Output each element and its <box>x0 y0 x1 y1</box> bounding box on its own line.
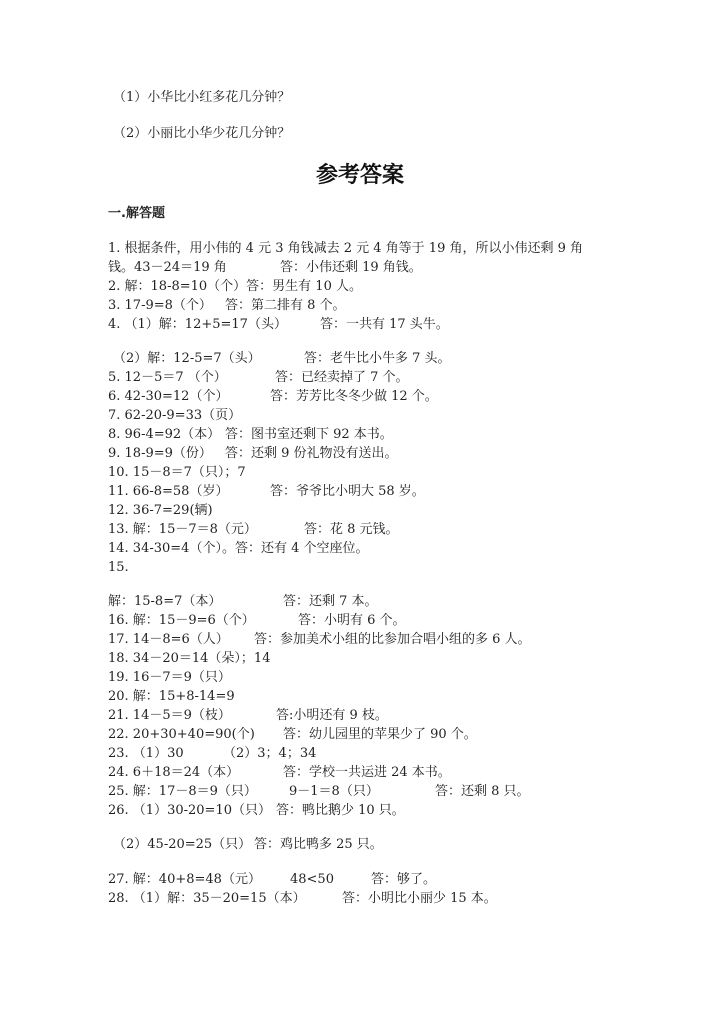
answer-segment: 17. 14－8=6（人） <box>108 632 229 647</box>
answer-segment: （2）解：12-5=7（头） <box>113 351 261 366</box>
answer-segment: 25. 解：17－8＝9（只） <box>108 784 257 799</box>
answer-segment: 答：还剩 8 只。 <box>435 784 530 799</box>
answer-line <box>0 611 720 630</box>
answer-segment: 21. 14－5＝9（枝） <box>108 708 231 723</box>
question-2 <box>0 124 720 143</box>
answer-segment: 答：一共有 17 头牛。 <box>320 317 449 332</box>
answer-line <box>0 315 720 334</box>
answer-segment: 12. 36-7=29(辆) <box>108 503 213 518</box>
answer-segment: 23. （1）30 <box>108 746 184 761</box>
answer-line <box>0 444 720 463</box>
answer-segment: 答：爷爷比小明大 58 岁。 <box>270 484 425 499</box>
answer-line <box>0 296 720 315</box>
answer-line <box>0 239 720 258</box>
answer-line <box>0 725 720 744</box>
answer-segment: 答：第二排有 8 个。 <box>225 298 346 313</box>
answer-line <box>0 349 720 368</box>
answer-segment: 答：鸭比鹅少 10 只。 <box>276 803 405 818</box>
answer-line <box>0 463 720 482</box>
answer-segment: 6. 42-30=12（个） <box>108 389 229 404</box>
answer-line <box>0 592 720 611</box>
answer-segment: 22. 20+30+40=90(个) <box>108 727 255 742</box>
answer-segment: 答：小明比小丽少 15 本。 <box>342 891 497 906</box>
question-text: （1）小华比小红多花几分钟？ <box>113 90 291 105</box>
answer-segment: 13. 解：15－7＝8（元） <box>108 522 257 537</box>
answer-segment: 5. 12－5＝7 （个） <box>108 370 227 385</box>
section-heading: 一.解答题 <box>108 206 165 221</box>
answer-segment: 16. 解：15－9=6（个） <box>108 613 255 628</box>
answer-segment: 答：小伟还剩 19 角钱。 <box>280 260 422 275</box>
answer-line <box>0 482 720 501</box>
answer-line <box>0 630 720 649</box>
answer-segment: 答：图书室还剩下 92 本书。 <box>225 427 393 442</box>
answer-segment: 14. 34-30=4（个）。答：还有 4 个空座位。 <box>108 541 369 556</box>
question-1 <box>0 88 720 107</box>
answer-segment: （2）3；4；34 <box>223 746 317 761</box>
answer-line <box>0 870 720 889</box>
answer-segment: 24. 6＋18＝24（本） <box>108 765 240 780</box>
answer-segment: 答：小明有 6 个。 <box>298 613 406 628</box>
answer-segment: 8. 96-4=92（本） <box>108 427 221 442</box>
answer-segment: 19. 16－7＝9（只） <box>108 670 231 685</box>
answer-segment: 10. 15－8＝7（只）；7 <box>108 465 246 480</box>
answer-line <box>0 687 720 706</box>
answer-segment: 48<50 <box>290 872 334 887</box>
answer-segment: 26. （1）30-20=10（只） <box>108 803 271 818</box>
answer-line <box>0 387 720 406</box>
answer-line <box>0 835 720 854</box>
answer-segment: 答：老牛比小牛多 7 头。 <box>304 351 451 366</box>
answer-segment: 钱。43－24＝19 角 <box>108 260 227 275</box>
answer-segment: 7. 62-20-9=33（页） <box>108 408 242 423</box>
answer-segment: 答：鸡比鸭多 25 只。 <box>254 837 383 852</box>
answer-segment: 4. （1）解：12+5=17（头） <box>108 317 287 332</box>
answer-line <box>0 558 720 577</box>
question-text: （2）小丽比小华少花几分钟？ <box>113 126 291 141</box>
answer-segment: （2）45-20=25（只） <box>113 837 252 852</box>
answer-line <box>0 649 720 668</box>
answer-segment: 9－1＝8（只） <box>289 784 379 799</box>
answer-line <box>0 782 720 801</box>
answer-segment: 答：已经卖掉了 7 个。 <box>275 370 409 385</box>
page-title: 参考答案 <box>315 163 404 188</box>
answer-line <box>0 368 720 387</box>
answer-segment: 9. 18-9=9（份） <box>108 446 212 461</box>
answer-line <box>0 706 720 725</box>
answer-segment: 答：芳芳比冬冬少做 12 个。 <box>270 389 438 404</box>
answer-segment: 答：还剩 9 份礼物没有送出。 <box>225 446 398 461</box>
answer-line <box>0 501 720 520</box>
answer-line <box>0 406 720 425</box>
answer-segment: 答:小明还有 9 枝。 <box>276 708 388 723</box>
answer-line <box>0 277 720 296</box>
answer-segment: 15. <box>108 560 129 575</box>
answer-segment: 2. 解：18-8=10（个）答：男生有 10 人。 <box>108 279 362 294</box>
answer-line <box>0 258 720 277</box>
answer-segment: 11. 66-8=58（岁） <box>108 484 229 499</box>
answer-segment: 答：够了。 <box>371 872 437 887</box>
answer-line <box>0 763 720 782</box>
answer-segment: 1. 根据条件，用小伟的 4 元 3 角钱减去 2 元 4 角等于 19 角，所以小伟还剩 9 角 <box>108 241 584 256</box>
answer-segment: 27. 解：40+8=48（元） <box>108 872 261 887</box>
answer-segment: 答：参加美术小组的比参加合唱小组的多 6 人。 <box>254 632 531 647</box>
answer-line <box>0 520 720 539</box>
answer-line <box>0 744 720 763</box>
answer-segment: 18. 34－20＝14（朵）；14 <box>108 651 271 666</box>
answer-segment: 解：15-8=7（本） <box>108 594 222 609</box>
answer-segment: 答：还剩 7 本。 <box>283 594 378 609</box>
answer-line <box>0 425 720 444</box>
answer-segment: 答：花 8 元钱。 <box>304 522 399 537</box>
answer-line <box>0 889 720 908</box>
answer-segment: 3. 17-9=8（个） <box>108 298 212 313</box>
answer-line <box>0 668 720 687</box>
answer-line <box>0 801 720 820</box>
answer-segment: 答：学校一共运进 24 本书。 <box>283 765 451 780</box>
answer-line <box>0 539 720 558</box>
answer-segment: 答：幼儿园里的苹果少了 90 个。 <box>283 727 477 742</box>
answer-segment: 20. 解：15+8-14=9 <box>108 689 235 704</box>
answer-segment: 28. （1）解：35－20=15（本） <box>108 891 306 906</box>
